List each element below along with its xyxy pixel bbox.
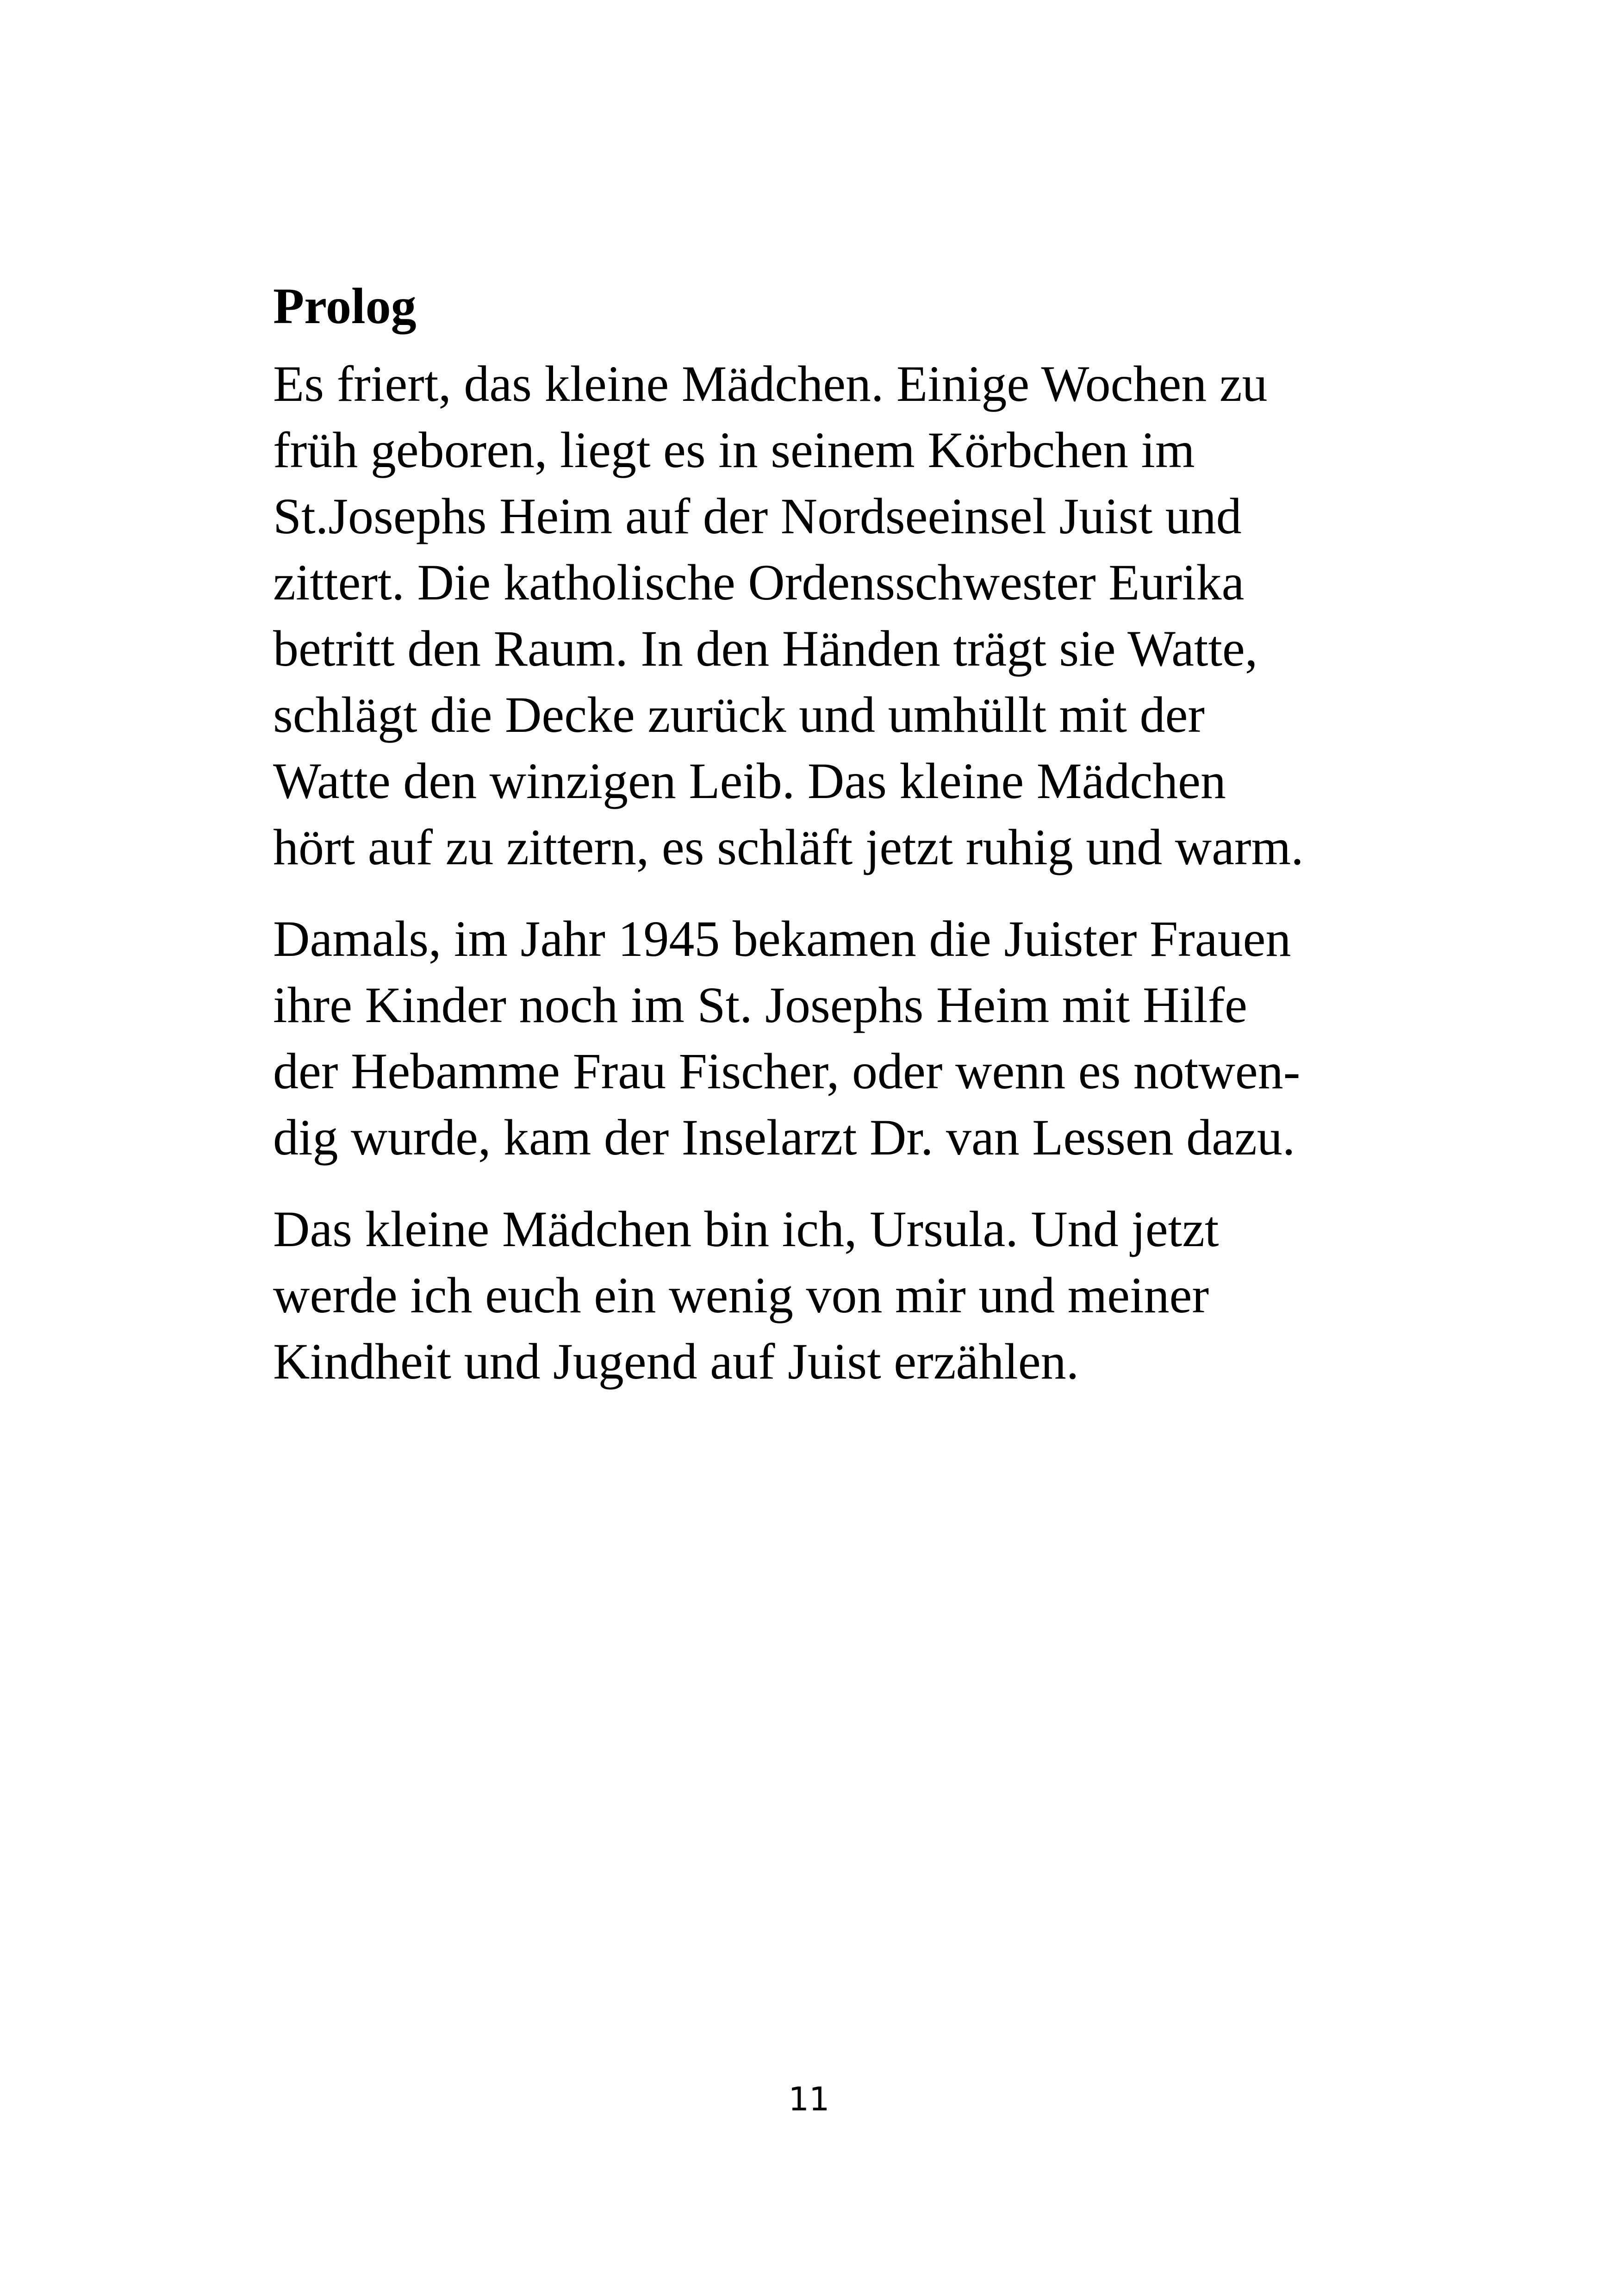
text-line: werde ich euch ein wenig von mir und meiner <box>273 1267 1209 1323</box>
text-line: schlägt die Decke zurück und umhüllt mit der <box>273 686 1205 743</box>
chapter-heading: Prolog <box>273 278 417 334</box>
text-line: zittert. Die katholische Ordensschwester Eurika <box>273 554 1245 611</box>
text-line: Es friert, das kleine Mädchen. Einige Wochen zu <box>273 356 1268 412</box>
paragraph-3 <box>273 1196 1407 1395</box>
text-line: ihre Kinder noch im St. Josephs Heim mit Hilfe <box>273 977 1247 1033</box>
page-number: 11 <box>788 2080 830 2118</box>
text-line: Watte den winzigen Leib. Das kleine Mädchen <box>273 753 1226 809</box>
paragraph-2 <box>273 906 1407 1171</box>
text-line: der Hebamme Frau Fischer, oder wenn es notwen- <box>273 1043 1301 1099</box>
text-line: Kindheit und Jugend auf Juist erzählen. <box>273 1333 1079 1390</box>
text-block <box>273 271 1407 1420</box>
text-line: früh geboren, liegt es in seinem Körbchen im <box>273 422 1195 478</box>
text-line: dig wurde, kam der Inselarzt Dr. van Lessen dazu. <box>273 1109 1295 1166</box>
text-line: Das kleine Mädchen bin ich, Ursula. Und jetzt <box>273 1201 1219 1257</box>
paragraph-1 <box>273 351 1407 880</box>
text-line: betritt den Raum. In den Händen trägt sie Watte, <box>273 620 1258 677</box>
text-line: St.Josephs Heim auf der Nordseeinsel Juist und <box>273 488 1242 544</box>
text-line: hört auf zu zittern, es schläft jetzt ruhig und warm. <box>273 819 1304 875</box>
text-line: Damals, im Jahr 1945 bekamen die Juister Frauen <box>273 911 1291 967</box>
